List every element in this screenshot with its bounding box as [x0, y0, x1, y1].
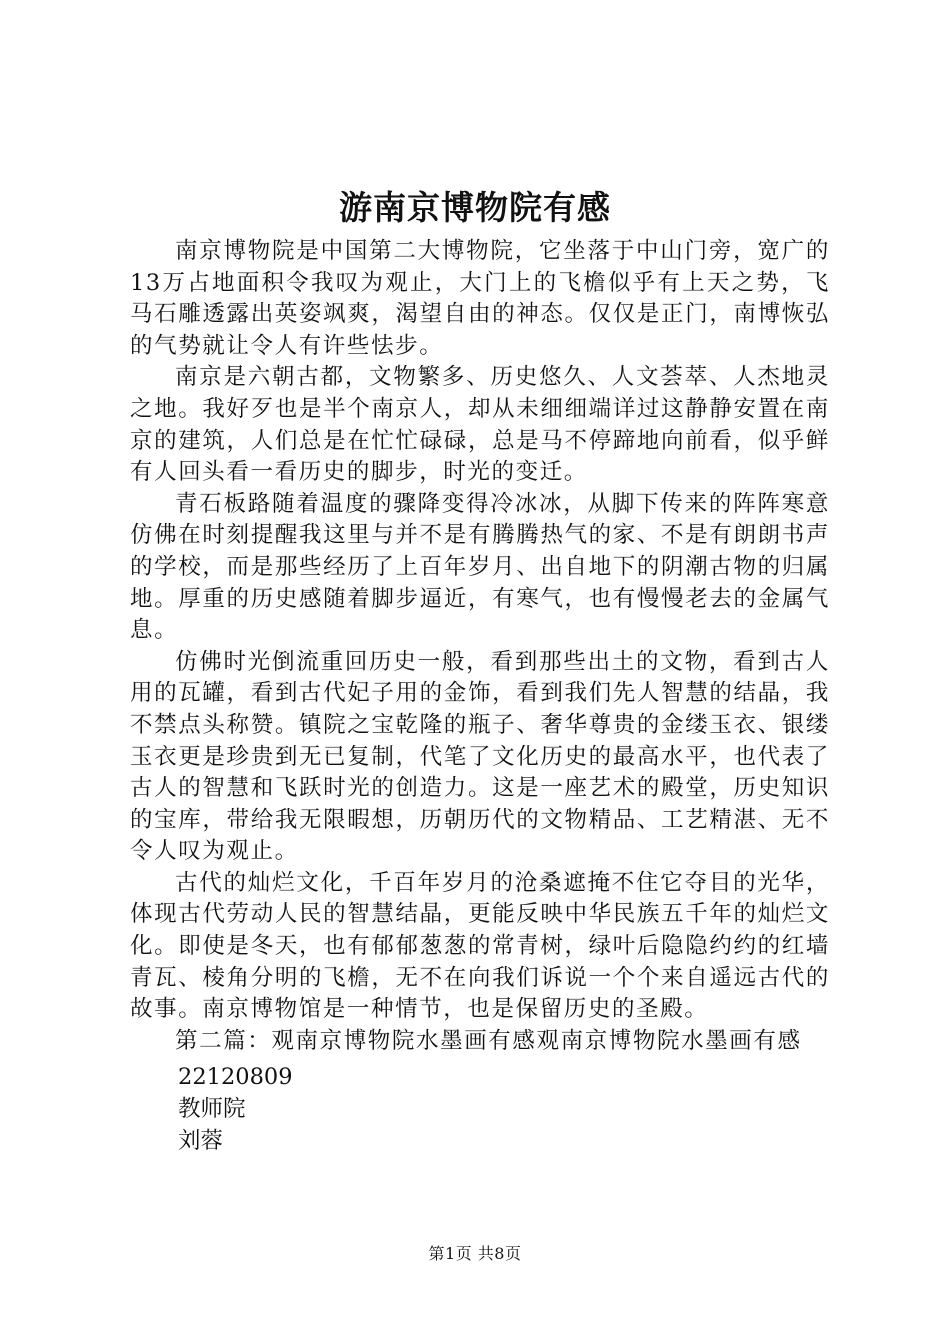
department: 教师院 — [178, 1096, 246, 1123]
page-number-footer: 第1页 共8页 — [428, 1244, 522, 1263]
paragraph: 南京是六朝古都，文物繁多、历史悠久、人文荟萃、人杰地灵之地。我好歹也是半个南京人，却从未细细端详过这静静安置在南京的建筑，人们总是在忙忙碌碌，总是马不停蹄地向前看，似乎鲜有人回头看一看历史的脚步，时光的变迁。 — [130, 364, 830, 486]
student-id: 22120809 — [178, 1064, 293, 1091]
page-title: 游南京博物院有感 — [339, 188, 611, 227]
paragraph: 南京博物院是中国第二大博物院，它坐落于中山门旁，宽广的13万占地面积令我叹为观止，大门上的飞檐似乎有上天之势，飞马石雕透露出英姿飒爽，渴望自由的神态。仅仅是正门，南博恢弘的气势就让令人有许些怯步。 — [130, 238, 830, 359]
paragraph: 仿佛时光倒流重回历史一般，看到那些出土的文物，看到古人用的瓦罐，看到古代妃子用的金饰，看到我们先人智慧的结晶，我不禁点头称赞。镇院之宝乾隆的瓶子、奢华尊贵的金缕玉衣、银缕玉衣更是珍贵到无已复制，代笔了文化历史的最高水平，也代表了古人的智慧和飞跃时光的创造力。这是一座艺术的殿堂，历史知识的宝库，带给我无限暇想，历朝历代的文物精品、工艺精湛、无不令人叹为观止。 — [130, 648, 830, 865]
paragraph: 青石板路随着温度的骤降变得冷冰冰，从脚下传来的阵阵寒意仿佛在时刻提醒我这里与并不是有腾腾热气的家、不是有朗朗书声的学校，而是那些经历了上百年岁月、出自地下的阴潮古物的归属地。厚重的历史感随着脚步逼近，有寒气，也有慢慢老去的金属气息。 — [130, 490, 830, 644]
document-body — [130, 236, 830, 1157]
paragraph: 古代的灿烂文化，千百年岁月的沧桑遮掩不住它夺目的光华，体现古代劳动人民的智慧结晶，更能反映中华民族五千年的灿烂文化。即使是冬天，也有郁郁葱葱的常青树，绿叶后隐隐约约的红墙青瓦、棱角分明的飞檐，无不在向我们诉说一个个来自遥远古代的故事。南京博物馆是一种情节，也是保留历史的圣殿。 — [130, 869, 830, 1023]
author-name: 刘蓉 — [178, 1128, 224, 1155]
paragraph: 第二篇：观南京博物院水墨画有感观南京博物院水墨画有感 — [175, 1027, 802, 1054]
